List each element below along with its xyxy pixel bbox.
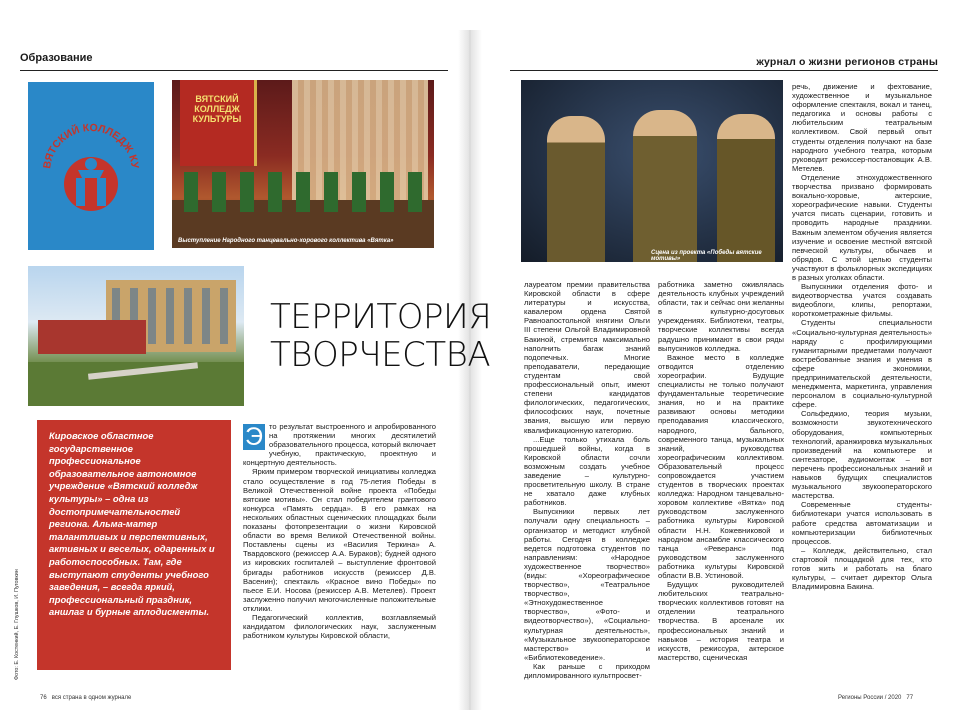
paragraph: Ярким примером творческой инициативы колледжа стало осуществление в год 75-летия Победы в Великой Отечественной войне проекта «Победы вятские мотивы». Он стал победителем грантового конкурса «Память сердца». В его рамках на нескольких областных сценических площадках были показаны фотопрезентации о жизни Кировской области во время Великой Отечественной войны. Поставлены сцены из «Василия Теркина» А. Твардовского (режиссер А.А. Бураков); будней одного из кировских госпиталей – выступление фронтовой бригады работников искусств (режиссер Д.В. Васенин); спектакль «Красное вино Победы» по пьесе Е.И. Носова (режиссер А.В. Метелев). Проект заслуженно получил многочисленные положительные отклики. bbox=[243, 467, 436, 613]
scene-caption: Сцена из проекта «Победы вятские мотивы» bbox=[651, 250, 762, 262]
header-rule-right bbox=[510, 70, 938, 71]
footer-right bbox=[838, 695, 913, 701]
intro-box: Кировское областное государственное профессиональное образовательное автономное учреждение «Вятский колледж культуры» – одна из достопримечательностей региона. Альма-матер талантливых и перспективных, активных и веселых, одаренных и работоспособных. Там, где выступают студенты учебного заведения, – всегда яркий, профессиональный праздник, аншлаг и бурные аплодисменты. bbox=[37, 420, 231, 670]
paragraph: речь, движение и фехтование, художественное и музыкальное оформление спектакля, вокал и танец, педагогика и основы работы с любительским театральным коллективом. Свой первый опыт студенты отделения получают на базе народного учебного театра, которым руководит режиссер-постановщик А.В. Метелев. bbox=[792, 82, 932, 173]
paragraph: – Колледж, действительно, стал стартовой площадкой для тех, кто готов жить и работать на благо культуры, – считает директор Ольга Владимировна Бакина. bbox=[792, 545, 932, 592]
section-label: Образование bbox=[20, 52, 93, 64]
paragraph: Сольфеджио, теория музыки, возможности звукотехнического оборудования, компьютерных технологий, аранжировка музыкальных произведений на компьютере и синтезаторе, аудиомонтаж – вот перечень профессиональных знаний и навыков будущих специалистов музыкального звукооператорского мастерства. bbox=[792, 409, 932, 501]
dance-photo bbox=[172, 80, 434, 248]
article-column-4 bbox=[792, 82, 932, 591]
building-photo bbox=[28, 266, 244, 406]
article-column-2 bbox=[524, 280, 650, 680]
dance-caption: Выступление Народного танцевально-хорового коллектива «Вятка» bbox=[178, 238, 394, 244]
paragraph: Выпускники первых лет получали одну специальность – организатор и методист клубной работы. Сегодня в колледже ведется подготовка студентов по направлениям: «Народное художественное творчество» (виды: «Хореографическое творчество», «Театральное творчество», «Этнохудожественное творчество», «Фото- и видеотворчество»), «Социально-культурная деятельность», «Музыкальное звукооператорское мастерство» и «Библиотековедение». bbox=[524, 507, 650, 662]
paragraph bbox=[243, 422, 436, 467]
paragraph: Важное место в колледже отводится отделению хореографии. Будущие специалисты не только получают фундаментальные теоретические знания, но и на практике развивают основы методики преподавания классического, народного, бального, современного танца, музыкальных знаний, руководства хореографическим коллективом. Образовательный процесс сопровождается участием студентов в творческих проектах колледжа: Народном танцевально-хоровом коллективе «Вятка» под руководством заслуженного работника культуры Кировской области Н.Н. Кожевниковой и народном ансамбле классического танца «Реверанс» под руководством заслуженного работника культуры Кировской области В.В. Устиновой. bbox=[658, 352, 784, 580]
paragraph: Выпускники отделения фото- и видеотворчества учатся создавать видеоблоги, клипы, репортажи, короткометражные фильмы. bbox=[792, 282, 932, 319]
article-title-line2: ТВОРЧЕСТВА bbox=[270, 335, 491, 375]
article-column-1 bbox=[243, 422, 436, 640]
college-logo bbox=[28, 82, 154, 250]
journal-tagline: журнал о жизни регионов страны bbox=[756, 56, 938, 68]
footer-left-text: вся страна в одном журнале bbox=[51, 695, 132, 701]
photo-credit-text: Фото: Е. Костенкий, Е. Глушков, И. Пуговкин bbox=[14, 569, 20, 680]
paragraph: Будущих руководителей любительских театрально-творческих коллективов готовят на отделении театрального творчества. В арсенале их профессиональных знаний и навыков – история театра и искусств, режиссура, актерское мастерство, сценическая bbox=[658, 580, 784, 662]
paragraph: лауреатом премии правительства Кировской области в сфере литературы и искусства, кавалером ордена Святой Равноапостольной княгини Ольги III степени Ольгой Владимировной Бакиной, стремится максимально наполнить багаж знаний подопечных. Многие преподаватели, передающие студентам свой профессиональный опыт, имеют степени кандидатов филологических, педагогических, философских наук, почетные звания, высшую или первую квалификационную категорию. bbox=[524, 280, 650, 435]
svg-text:ВЯТСКИЙ КОЛЛЕДЖ КУЛЬТУРЫ bbox=[28, 82, 141, 170]
logo-text: ВЯТСКИЙ КОЛЛЕДЖ КУ bbox=[41, 121, 141, 170]
soldier-2 bbox=[633, 110, 697, 262]
paragraph: Студенты специальности «Социально-культурная деятельность» наряду с профилирующими гуманитарными предметами получают востребованные знания и умения в сфере экономики, предпринимательской деятельности, менеджмента, маркетинга, управления персоналом в социально-культурной сфере. bbox=[792, 318, 932, 410]
college-banner bbox=[180, 80, 257, 166]
paragraph: Современные студенты-библиотекари учатся использовать в работе средства автоматизации и компьютеризации библиотечных процессов. bbox=[792, 500, 932, 546]
photo-credit bbox=[14, 520, 24, 680]
footer-right-text: Регионы России / 2020 bbox=[838, 695, 902, 701]
soldier-1 bbox=[547, 116, 605, 262]
paragraph: Педагогический коллектив, возглавляемый кандидатом филологических наук, заслуженным работником культуры Кировской области, bbox=[243, 612, 436, 641]
footer-left bbox=[40, 695, 131, 701]
paragraph: Отделение этнохудожественного творчества призвано формировать вокально-хоровые, актерские, хореографические навыки. Студенты учатся писать сценарии, готовить и проводить народные праздники. Важным элементом обучения является изучение и освоение местной вятской певческой культуры, обычаев и обрядов. С этой целью студенты участвуют в фольклорных экспедициях в разных уголках области. bbox=[792, 172, 932, 282]
page-number-left: 76 bbox=[40, 695, 47, 701]
banner-text: ВЯТСКИЙ КОЛЛЕДЖ КУЛЬТУРЫ bbox=[192, 94, 242, 124]
paragraph: работника заметно оживлялась деятельность клубных учреждений области, так и сейчас они желанны в культурно-досуговых учреждениях. Библиотеки, театры, творческие коллективы всегда радушно принимают в свои ряды выпускников колледжа. bbox=[658, 280, 784, 353]
paragraph: ...Еще только утихала боль прошедшей войны, когда в Кировской области сочли возможным создать учебное заведение – культурно-просветительную школу. В стране не хватало даже клубных работников. bbox=[524, 434, 650, 508]
article-column-3 bbox=[658, 280, 784, 662]
page-number-right: 77 bbox=[906, 695, 914, 701]
soldier-3 bbox=[717, 114, 775, 262]
article-title-line1: ТЕРРИТОРИЯ bbox=[270, 297, 492, 337]
header-rule-left bbox=[20, 70, 448, 71]
entrance-canopy bbox=[38, 320, 146, 354]
scene-photo bbox=[521, 80, 783, 262]
paragraph-text: то результат выстроенного и апробированного на протяжении многих десятилетий образовательного процесса, который включает учебную, практическую, проектную и концертную деятельность. bbox=[243, 422, 436, 468]
dropcap: Э bbox=[243, 424, 265, 450]
dancers bbox=[184, 172, 424, 212]
paragraph: Как раньше с приходом дипломированного культпросвет- bbox=[524, 661, 650, 681]
